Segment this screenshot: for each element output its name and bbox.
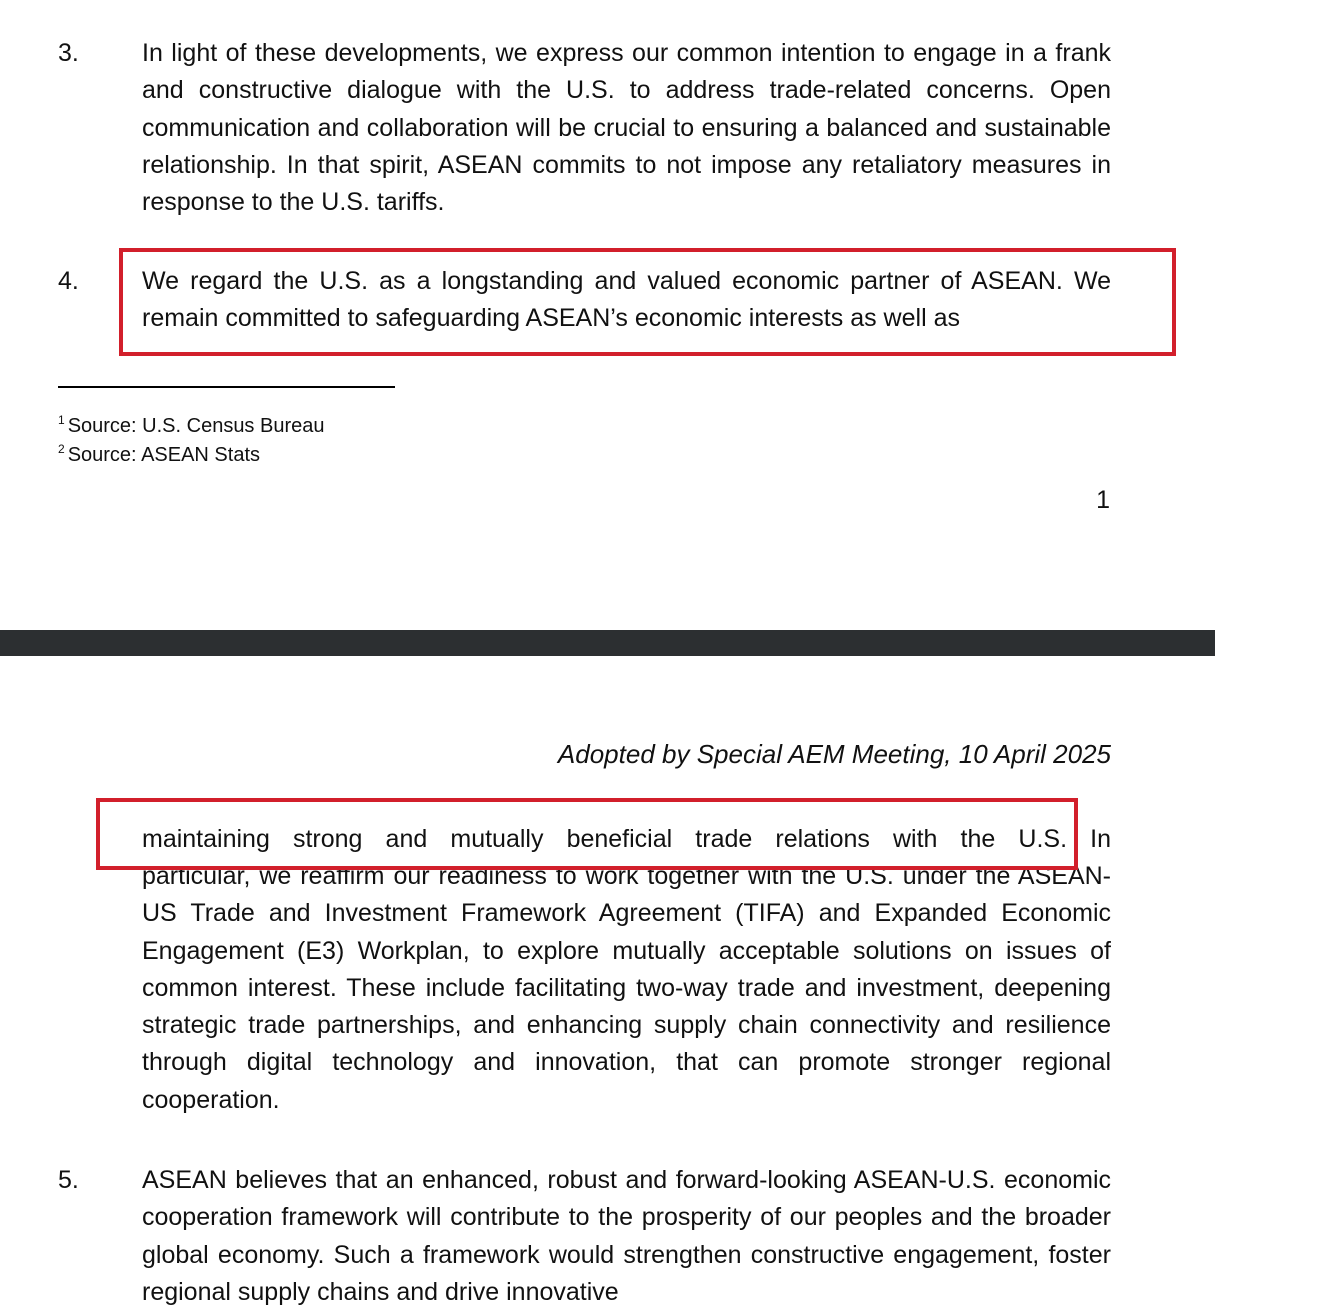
para-4-continued-text: particular, we reaffirm our readiness to work together with the U.S. under the ASEAN-US Trade and Investment Framework Agreement (TIFA) and Expanded Economic Engagement (E3) Workplan, to explore mutually acceptable solutions on issues of common interest. These include facilitating two-way trade and investment, deepening strategic trade partnerships, and enhancing supply chain connectivity and resilience through digital technology and innovation, that can promote stronger regional cooperation. [142,862,1111,1114]
footnote-separator [58,386,395,388]
footnote-2-text: Source: ASEAN Stats [67,444,261,466]
para-5-text: ASEAN believes that an enhanced, robust and forward-looking ASEAN-U.S. economic cooperation framework will contribute to the prosperity of our peoples and the broader global economy. Such a framework would strengthen constructive engagement, foster regional supply chains and drive innovative [142,1166,1111,1306]
page-number: 1 [1096,486,1110,514]
para-3-text: In light of these developments, we express our common intention to engage in a frank and constructive dialogue with the U.S. to address trade-related concerns. Open communication and collaboration will be crucial to ensuring a balanced and sustainable relationship. In that spirit, ASEAN commits to not impose any retaliatory measures in response to the U.S. tariffs. [142,39,1111,217]
para-4-continued-first-line: maintaining strong and mutually beneficial trade relations with the U.S. In [142,825,1111,853]
para-5-number: 5. [58,1166,79,1194]
footnote-1-mark: 1 [58,413,65,427]
footnote-2-mark: 2 [58,442,65,456]
page-separator [0,630,1215,656]
para-4-number: 4. [58,267,79,295]
adoption-header: Adopted by Special AEM Meeting, 10 April 2025 [557,739,1111,769]
para-4-text: We regard the U.S. as a longstanding and valued economic partner of ASEAN. We remain committed to safeguarding ASEAN’s economic interests as well as [142,267,1111,333]
footnote-2 [58,435,260,469]
para-3-number: 3. [58,39,79,67]
footnote-1-text: Source: U.S. Census Bureau [67,415,325,437]
